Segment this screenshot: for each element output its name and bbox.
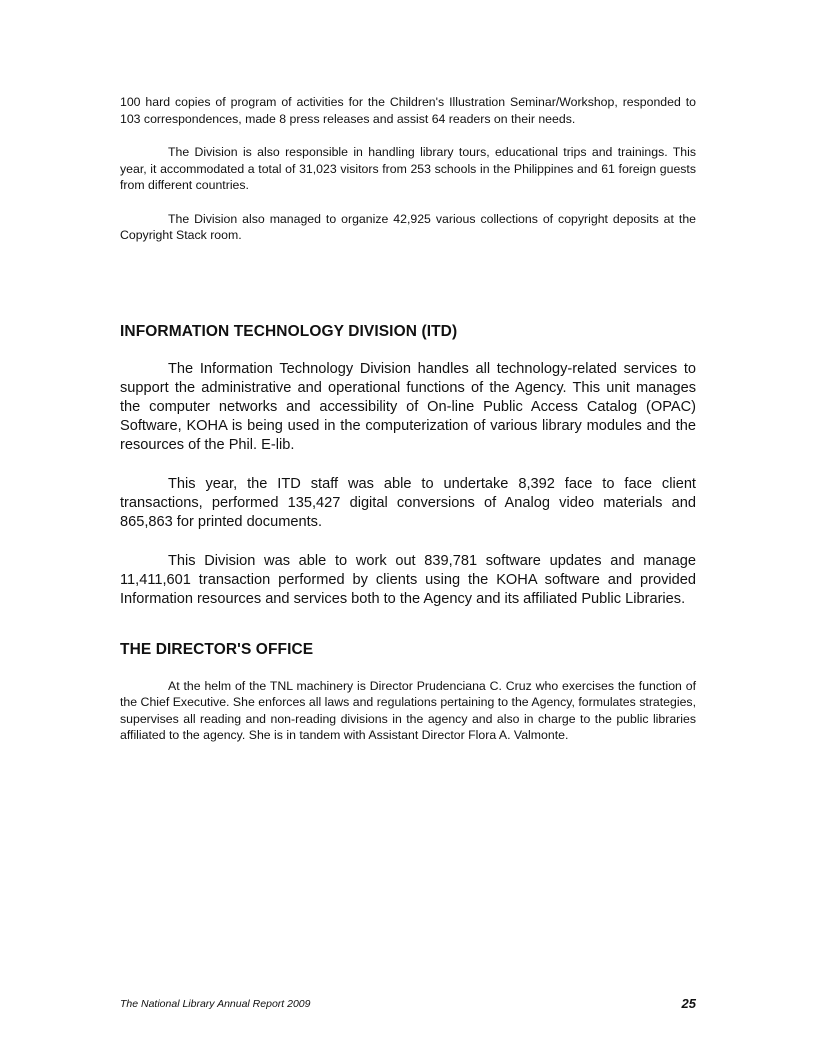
page-number: 25: [681, 996, 696, 1011]
visitors-paragraph: The Division is also responsible in handling library tours, educational trips and trainings. This year, it accommodated a total of 31,023 visitors from 253 schools in the Philippines and 61 foreign guests from different countries.: [120, 145, 696, 192]
itd-heading: INFORMATION TECHNOLOGY DIVISION (ITD): [120, 322, 458, 340]
copyright-paragraph: The Division also managed to organize 42,925 various collections of copyright deposits at the Copyright Stack room.: [120, 211, 696, 242]
director-paragraph: At the helm of the TNL machinery is Director Prudenciana C. Cruz who exercises the function of the Chief Executive. She enforces all laws and regulations pertaining to the Agency, formulates strategies, supervises all reading and non-reading divisions in the agency and also in charge to the public libraries affiliated to the agency. She is in tandem with Assistant Director Flora A. Valmonte.: [120, 678, 696, 742]
director-heading: THE DIRECTOR'S OFFICE: [120, 640, 314, 658]
itd-paragraph-1: The Information Technology Division handles all technology-related services to support the administrative and operational functions of the Agency. This unit manages the computer networks and accessibility of On-line Public Access Catalog (OPAC) Software, KOHA is being used in the computerization of various library modules and the resources of the Phil. E-lib.: [120, 360, 696, 453]
itd-paragraph-3: This Division was able to work out 839,781 software updates and manage 11,411,601 transaction performed by clients using the KOHA software and provided Information resources and services both to the Agency and its affiliated Public Libraries.: [120, 552, 696, 607]
intro-continuation-paragraph: 100 hard copies of program of activities for the Children's Illustration Seminar/Workshop, responded to 103 correspondences, made 8 press releases and assist 64 readers on their needs.: [120, 95, 696, 126]
footer-report-title: The National Library Annual Report 2009: [120, 998, 311, 1010]
page-content: [120, 94, 696, 744]
page-footer: [120, 996, 696, 1016]
itd-paragraph-2: This year, the ITD staff was able to undertake 8,392 face to face client transactions, performed 135,427 digital conversions of Analog video materials and 865,863 for printed documents.: [120, 475, 696, 530]
